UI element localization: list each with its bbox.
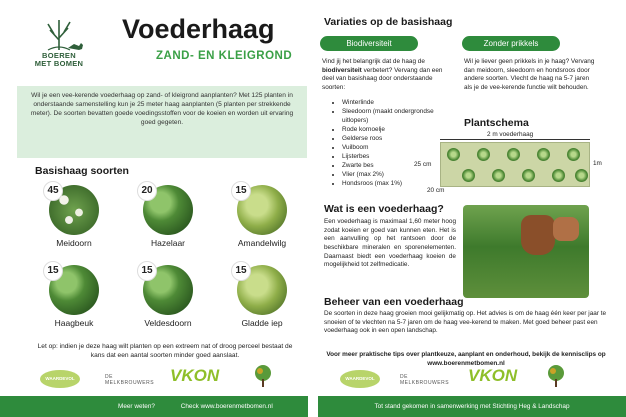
schema-height-label: 1m (593, 160, 602, 167)
bush-icon (447, 148, 460, 161)
list-item: • Vlier (max 2%) (342, 171, 444, 180)
plant-name: Haagbeuk (54, 318, 94, 328)
bio-text-1: Vind jij het belangrijk dat de haag de (322, 58, 425, 65)
cow-shape (553, 217, 579, 241)
plant-grid (38, 185, 308, 328)
plant-schema-diagram (440, 142, 590, 187)
bush-icon (552, 169, 565, 182)
wat-title: Wat is een voederhaag? (324, 203, 444, 215)
tab-biodiversiteit[interactable]: Biodiversiteit (320, 36, 418, 51)
footer-link[interactable]: Check www.boerenmetbomen.nl (180, 403, 273, 410)
partner-logos-right (340, 368, 610, 390)
biodiversiteit-text (322, 58, 448, 93)
plant-count-badge: 15 (231, 261, 251, 281)
list-item: • Hondsroos (max 1%) (342, 180, 444, 189)
bush-icon (575, 169, 588, 182)
vkon-logo: VKON (170, 366, 220, 385)
schema-row-label: 25 cm (414, 161, 432, 168)
bush-icon (462, 169, 475, 182)
list-item: • Winterlinde (342, 99, 444, 108)
vkon-logo: VKON (468, 366, 518, 385)
list-item: • Vuilboom (342, 144, 444, 153)
footer-cta: Meer weten? (118, 403, 155, 410)
schema-spacing-label: 20 cm (427, 187, 445, 194)
intro-box: Wil je een vee-kerende voederhaag op zand- of kleigrond aanplanten? Met 125 planten in onderstaande samenstelling kun je 25 meter haag aanplanten (5 planten per strekkende meter). De soorten bevatten goede voedingsstoffen voor de koeien en worden uit ervaring goed gegeten. (17, 86, 307, 158)
partner-logos-left (40, 368, 310, 390)
list-item: • Lijsterbes (342, 153, 444, 162)
beheer-text: De soorten in deze haag groeien mooi gelijkmatig op. Het advies is om de haag één keer per jaar te snoeien of te vlechten na 5-7 jaren om de haag vee-kerend te maken. Met goed beheer past een voederhaag ook in een open landschap. (324, 310, 607, 335)
logo-line-1: BOEREN (42, 51, 76, 60)
page-subtitle: ZAND- EN KLEIGROND (156, 50, 293, 62)
plant-amandelwilg (226, 185, 298, 248)
bush-icon (567, 148, 580, 161)
plant-gladde-iep (226, 265, 298, 328)
logo-line-2: MET BOMEN (34, 58, 84, 68)
cow-shape (521, 215, 555, 255)
plant-count-badge: 15 (137, 261, 157, 281)
footer-bar-right: Tot stand gekomen in samenwerking met Stichting Heg & Landschap (318, 396, 626, 417)
melkbrouwers-logo: DE MELKBROUWERS (105, 374, 155, 386)
plant-haagbeuk (38, 265, 110, 328)
tips-text: Voor meer praktische tips over plantkeuze, aanplant en onderhoud, bekijk de kennisclips op www.boerenmetbomen.nl (326, 351, 606, 367)
bio-text-2: verbetert? Vervang dan een deel van basishaag door onderstaande soorten: (322, 66, 443, 91)
list-item: • Sleedoorn (maakt ondergrondse uitlopers) (342, 108, 444, 126)
bush-icon (537, 148, 550, 161)
bush-icon (507, 148, 520, 161)
melkbrouwers-logo: DE MELKBROUWERS (400, 374, 450, 386)
footer-bar-left (0, 396, 308, 417)
plant-name: Veldesdoorn (144, 318, 192, 328)
zonder-prikkels-text: Wil je liever geen prikkels in je haag? Vervang dan meidoorn, sleedoorn en hondsroos door andere soorten. Vlecht de haag na 5-7 jaren als je de vee-kerende functie wilt behouden. (464, 58, 595, 91)
schema-width-line (440, 139, 590, 140)
schema-width-label: 2 m voederhaag (487, 131, 534, 138)
plant-name: Hazelaar (150, 238, 186, 248)
haagbeuk-image (49, 265, 99, 315)
cows-eating-hedge-photo (463, 205, 589, 298)
list-item: • Rode kornoelje (342, 126, 444, 135)
plant-name: Meidoorn (56, 238, 92, 248)
bio-species-list (332, 99, 444, 189)
plant-count-badge: 45 (43, 181, 63, 201)
waardevol-veehouden-logo: WAARDEVOL (340, 370, 380, 388)
bush-icon (492, 169, 505, 182)
variaties-title: Variaties op de basishaag (324, 16, 453, 28)
wat-text: Een voederhaag is maximaal 1,60 meter hoog zodat koeien er goed van kunnen eten. Het is een aanvulling op het rantsoen door de beschikbare mineralen en sporenelementen. Daarnaast biedt een voederhaag koeien de mogelijkheid tot zelfmedicatie. (324, 218, 456, 269)
tree-badge-icon (252, 364, 274, 390)
plantschema-title: Plantschema (464, 117, 529, 129)
amandelwilg-image (237, 185, 287, 235)
bush-icon (477, 148, 490, 161)
bush-icon (522, 169, 535, 182)
plant-name: Amandelwilg (237, 238, 287, 248)
gladde-iep-image (237, 265, 287, 315)
page-title: Voederhaag (122, 14, 275, 44)
plant-meidoorn (38, 185, 110, 248)
bio-text-bold: biodiversiteit (322, 66, 362, 74)
beheer-title: Beheer van een voederhaag (324, 296, 464, 308)
plant-count-badge: 20 (137, 181, 157, 201)
logo-text (28, 52, 90, 68)
basis-title: Basishaag soorten (35, 165, 129, 177)
list-item: • Zwarte bes (342, 162, 444, 171)
tab-zonder-prikkels[interactable]: Zonder prikkels (462, 36, 560, 51)
tree-badge-icon (545, 364, 567, 390)
planting-note: Let op: indien je deze haag wilt planten op een extreem nat of droog perceel bestaat de kans dat een aantal soorten minder goed aanslaat. (37, 343, 293, 359)
plant-count-badge: 15 (43, 261, 63, 281)
plant-veldesdoorn (132, 265, 204, 328)
hazelaar-image (143, 185, 193, 235)
plant-name: Gladde iep (241, 318, 283, 328)
veldesdoorn-image (143, 265, 193, 315)
meidoorn-image (49, 185, 99, 235)
waardevol-veehouden-logo: WAARDEVOL (40, 370, 80, 388)
plant-count-badge: 15 (231, 181, 251, 201)
list-item: • Gelderse roos (342, 135, 444, 144)
plant-hazelaar (132, 185, 204, 248)
